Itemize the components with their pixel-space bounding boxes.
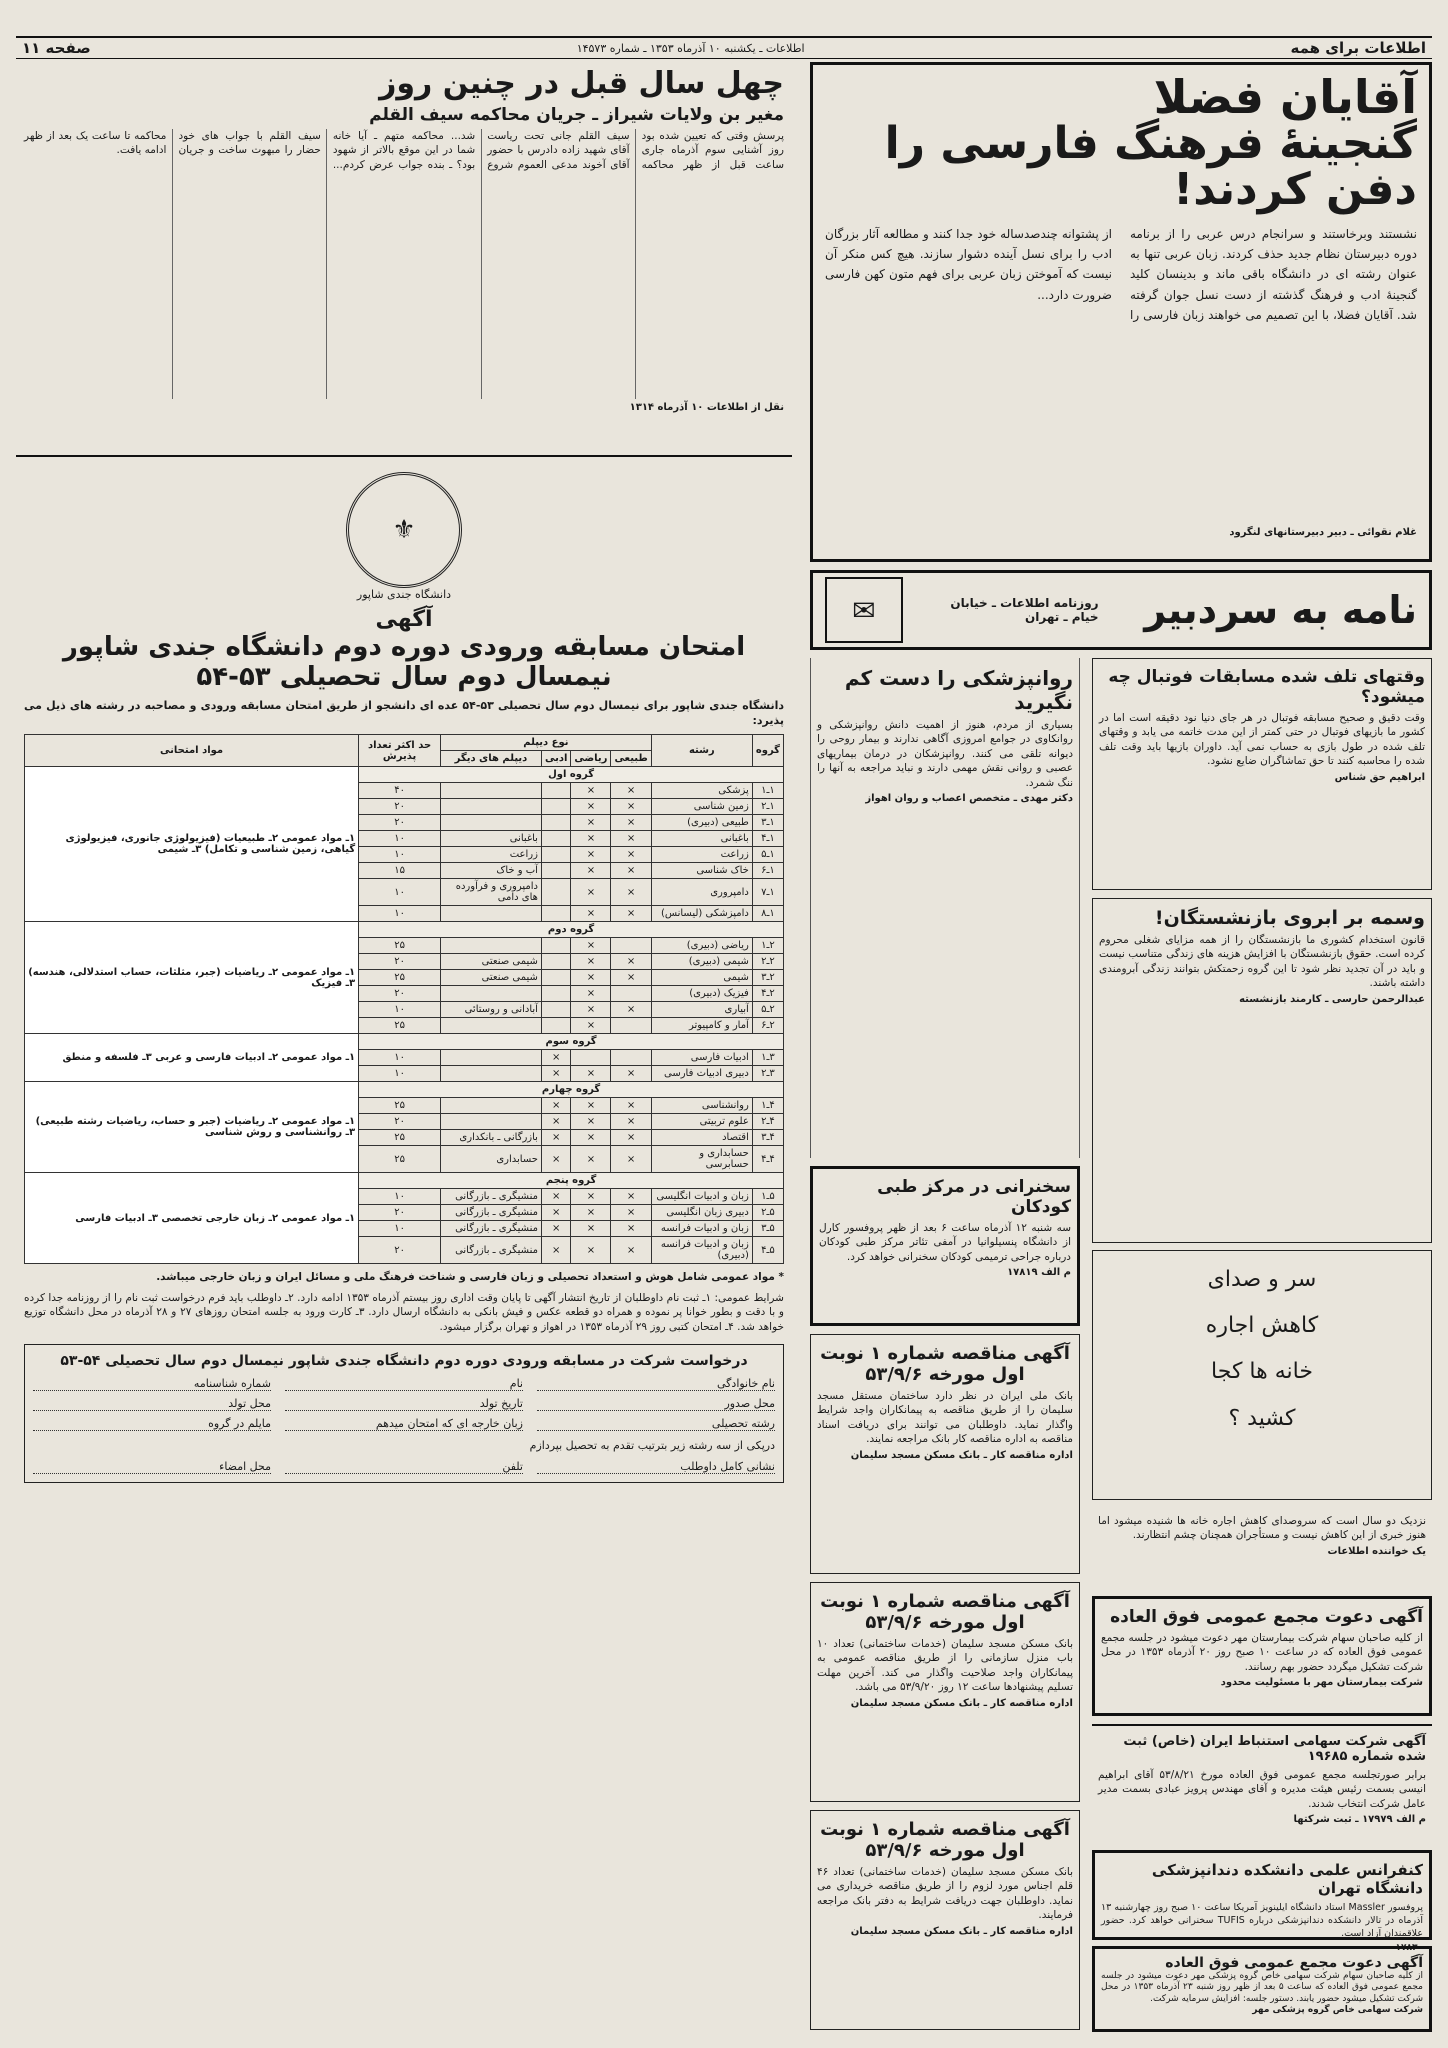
exam-cell-code: ۵ـ۴ — [752, 1237, 783, 1264]
exam-cell-n: ۱۰ — [359, 1050, 441, 1066]
exam-cell-t — [611, 938, 651, 954]
lecture-title: سخنرانی در مرکز طبی کودکان — [877, 1177, 1071, 1217]
exam-cell-a — [541, 799, 570, 815]
letter-body: بسیاری از مردم، هنوز از اهمیت دانش روانپزشکی و روانکاوی در جوامع امروزی آگاهی ندارند و بیمار روحی را دیوانه تلقی می کنند. روانپزشکان در درمان بیماریهای عصبی و روانی نقش مهمی دارند و نباید مراجعه به آنها را ننگ شمرد. — [817, 719, 1073, 789]
poem-box — [1092, 1250, 1432, 1500]
exam-cell-name: فیزیک (دبیری) — [651, 986, 752, 1002]
th-diploma-type: نوع دیپلم — [441, 735, 652, 751]
exam-cell-r: × — [571, 1098, 611, 1114]
form-field-group[interactable]: مایلم در گروه — [33, 1417, 271, 1431]
exam-cell-n: ۱۰ — [359, 1002, 441, 1018]
exam-cell-r: × — [571, 906, 611, 922]
exam-cell-code: ۱ـ۶ — [752, 863, 783, 879]
form-field-signature[interactable]: محل امضاء — [33, 1460, 271, 1474]
assembly-sign: شرکت سهامی خاص گروه پزشکی مهر — [1252, 2004, 1423, 2015]
exam-group-row — [25, 1173, 784, 1189]
th-other: دیپلم های دیگر — [441, 751, 542, 767]
tender-sign: اداره مناقصه کار ـ بانک مسکن مسجد سلیمان — [850, 1925, 1073, 1937]
letter-signature: دکتر مهدی ـ متخصص اعصاب و روان اهواز — [865, 793, 1073, 805]
exam-cell-code: ۴ـ۴ — [752, 1146, 783, 1173]
seal-caption: دانشگاه جندی شاپور — [356, 588, 452, 601]
assembly-body: از کلیه صاحبان سهام شرکت سهامی خاص گروه پزشکی مهر دعوت میشود در جلسه مجمع عمومی فوق العاده که ساعت ۵ بعد از ظهر روز شنبه ۲۳ آذرماه ۱۳۵۳ در محل شرکت تشکیل میشود حضور یابند. دستور جلسه: افزایش سرمایه شرکت. — [1101, 1971, 1423, 2004]
exam-cell-name: دامپزشکی (لیسانس) — [651, 906, 752, 922]
letter-body: وقت دقیق و صحیح مسابقه فوتبال در هر جای دنیا نود دقیقه است اما در کشور ما بازیهای فوتبال در حتی کمتر از این مدت خاتمه می یابد و وقتهای تلف شده در طول بازی به حساب نمی آید. داوران بازیها باید وقت تلف شده را محاسبه کنند تا حق تماشاگران ضایع نشود. — [1099, 712, 1425, 768]
exam-cell-r: × — [571, 1221, 611, 1237]
th-literary: ادبی — [541, 751, 570, 767]
history-article — [16, 62, 792, 457]
exam-cell-r: × — [571, 1189, 611, 1205]
exam-cell-code: ۲ـ۳ — [752, 970, 783, 986]
exam-cell-n: ۲۵ — [359, 1018, 441, 1034]
exam-group-row — [25, 1034, 784, 1050]
exam-cell-code: ۴ـ۳ — [752, 1130, 783, 1146]
exam-cell-a — [541, 1018, 570, 1034]
exam-cell-name: زمین شناسی — [651, 799, 752, 815]
exam-cell-r: × — [571, 954, 611, 970]
exam-cell-name: حسابداری و حسابرسی — [651, 1146, 752, 1173]
exam-group-subjects: ۱ـ مواد عمومی ۲ـ ریاضیات (جبر، مثلثات، حساب استدلالی، هندسه) ۳ـ فیزیک — [25, 922, 359, 1034]
exam-cell-n: ۱۰ — [359, 879, 441, 906]
form-field-issue-place[interactable]: محل صدور — [537, 1397, 775, 1411]
form-field-birth-date[interactable]: تاریخ تولد — [285, 1397, 523, 1411]
exam-cell-t: × — [611, 831, 651, 847]
exam-cell-code: ۳ـ۱ — [752, 1050, 783, 1066]
exam-cell-a: × — [541, 1114, 570, 1130]
lead-article — [810, 62, 1432, 562]
exam-cell-t: × — [611, 1066, 651, 1082]
exam-cell-r: × — [571, 799, 611, 815]
tender-title: آگهی مناقصه شماره ۱ نوبت اول مورخه ۵۳/۹/۶ — [820, 1819, 1070, 1861]
exam-cell-n: ۲۰ — [359, 954, 441, 970]
exam-cell-a — [541, 938, 570, 954]
exam-cell-r: × — [571, 1114, 611, 1130]
exam-cell-o — [441, 1066, 542, 1082]
history-title: چهل سال قبل در چنین روز — [379, 66, 784, 101]
exam-cell-name: روانشناسی — [651, 1098, 752, 1114]
lecture-box — [810, 1166, 1080, 1326]
exam-cell-a — [541, 986, 570, 1002]
exam-cell-n: ۲۰ — [359, 799, 441, 815]
exam-cell-t: × — [611, 1205, 651, 1221]
editor-title: نامه به سردبیر — [1144, 588, 1417, 632]
exam-cell-name: اقتصاد — [651, 1130, 752, 1146]
exam-cell-t: × — [611, 815, 651, 831]
exam-cell-name: زبان و ادبیات فرانسه (دبیری) — [651, 1237, 752, 1264]
lead-signature: غلام نقوائی ـ دبیر دبیرستانهای لنگرود — [1229, 526, 1417, 538]
exam-cell-r: × — [571, 1146, 611, 1173]
exam-cell-code: ۲ـ۱ — [752, 938, 783, 954]
exam-cell-r: × — [571, 1237, 611, 1264]
letter-title: روانپزشکی را دست کم نگیرید — [844, 666, 1073, 714]
form-footer — [33, 1460, 775, 1474]
tender-2 — [810, 1582, 1080, 1802]
tender-3 — [810, 1810, 1080, 2030]
lead-kicker: آقایان فضلا — [1153, 70, 1417, 124]
assembly-body: از کلیه صاحبان سهام شرکت بیمارستان مهر دعوت میشود در جلسه مجمع عمومی فوق العاده که در ساعت ۱۰ صبح روز ۲۰ آذرماه ۱۳۵۳ در محل شرکت تشکیل میگردد حضور بهم رسانند. — [1101, 1632, 1423, 1673]
company-notice — [1092, 1724, 1432, 1844]
exam-group-label: گروه اول — [359, 767, 784, 783]
exam-cell-t: × — [611, 954, 651, 970]
form-field-name[interactable]: نام — [285, 1377, 523, 1391]
exam-cell-code: ۴ـ۱ — [752, 1098, 783, 1114]
exam-cell-o — [441, 1098, 542, 1114]
exam-cell-r: × — [571, 783, 611, 799]
exam-cell-t: × — [611, 799, 651, 815]
tender-body: بانک ملی ایران در نظر دارد ساختمان مستقل مسجد سلیمان را از طریق مناقصه به پیمانکاران واجد شرایط واگذار نماید. داوطلبان می توانند برای دریافت اسناد مناقصه به اداره مناقصه کار بانک مراجعه نمایند. — [817, 1390, 1073, 1446]
form-field-birth-place[interactable]: محل تولد — [33, 1397, 271, 1411]
exam-cell-a: × — [541, 1066, 570, 1082]
exam-cell-n: ۱۰ — [359, 1066, 441, 1082]
exam-cell-code: ۱ـ۳ — [752, 815, 783, 831]
exam-cell-o: منشیگری ـ بازرگانی — [441, 1237, 542, 1264]
exam-group-label: گروه دوم — [359, 922, 784, 938]
exam-cell-r: × — [571, 879, 611, 906]
exam-cell-n: ۲۰ — [359, 1237, 441, 1264]
exam-cell-name: آبیاری — [651, 1002, 752, 1018]
exam-group-subjects: ۱ـ مواد عمومی ۲ـ طبیعیات (فیزیولوژی جانوری، فیزیولوژی گیاهی، زمین شناسی و تکامل) ۳ـ شیمی — [25, 767, 359, 922]
th-field: رشته — [651, 735, 752, 767]
exam-cell-n: ۲۵ — [359, 1130, 441, 1146]
lecture-ref: م الف ۱۷۸۱۹ — [1007, 1267, 1071, 1279]
letter-title: وسمه بر ابروی بازنشستگان! — [1154, 907, 1425, 929]
exam-cell-o — [441, 938, 542, 954]
exam-cell-o: شیمی صنعتی — [441, 954, 542, 970]
poem-body: نزدیک دو سال است که سروصدای کاهش اجاره خانه ها شنیده میشود اما هنوز خبری از این کاهش نیست و مستأجران همچنان چشم انتظارند. — [1098, 1515, 1426, 1542]
exam-cell-code: ۵ـ۱ — [752, 1189, 783, 1205]
exam-group-subjects: ۱ـ مواد عمومی ۲ـ زبان خارجی تخصصی ۳ـ ادبیات فارسی — [25, 1173, 359, 1264]
letter-signature: عبدالرحمن حارسی ـ کارمند بازنشسته — [1239, 993, 1425, 1005]
exam-cell-a — [541, 815, 570, 831]
exam-cell-t: × — [611, 1221, 651, 1237]
exam-cell-name: شیمی — [651, 970, 752, 986]
exam-cell-code: ۱ـ۱ — [752, 783, 783, 799]
university-seal-icon: ⚜ — [346, 472, 462, 588]
exam-table — [24, 734, 784, 1264]
tender-title: آگهی مناقصه شماره ۱ نوبت اول مورخه ۵۳/۹/۶ — [820, 1591, 1070, 1633]
exam-cell-t: × — [611, 1146, 651, 1173]
notice-body: برابر صورتجلسه مجمع عمومی فوق العاده مورخ ۵۳/۸/۲۱ آقای ابراهیم انیسی بسمت رئیس هیئت مدیره و آقای مهندس پرویز عبادی بسمت مدیر عامل شرکت انتخاب شدند. — [1098, 1769, 1426, 1810]
poem-line: خانه ها کجا — [1211, 1359, 1313, 1385]
poem-body-box — [1092, 1508, 1432, 1588]
exam-cell-n: ۴۰ — [359, 783, 441, 799]
history-subtitle: مغیر بن ولایات شیراز ـ جریان محاکمه سیف القلم — [369, 105, 784, 125]
exam-cell-t — [611, 1050, 651, 1066]
exam-cell-o: منشیگری ـ بازرگانی — [441, 1221, 542, 1237]
exam-cell-r: × — [571, 1002, 611, 1018]
exam-conditions: شرایط عمومی: ۱ـ ثبت نام داوطلبان از تاریخ انتشار آگهی تا پایان وقت اداری روز بیستم آذرماه ۱۳۵۳ ادامه دارد. ۲ـ داوطلب باید فرم درخواست ثبت نام را از روزنامه جدا کرده و با دقت و بطور خوانا پر نموده و همراه دو قطعه عکس و فیش بانکی به دانشگاه ارسال دارد. ۳ـ کارت ورود به جلسه امتحان روزهای ۲۷ و ۲۸ آذرماه در محل دانشگاه توزیع خواهد شد. ۴ـ امتحان کتبی روز ۲۹ آذرماه ۱۳۵۳ در اهواز و تهران برگزار میشود. — [24, 1291, 785, 1333]
exam-cell-n: ۲۰ — [359, 1205, 441, 1221]
exam-cell-o — [441, 1050, 542, 1066]
exam-notice — [16, 466, 792, 2031]
exam-cell-a — [541, 1002, 570, 1018]
exam-cell-n: ۲۰ — [359, 815, 441, 831]
form-title: درخواست شرکت در مسابقه ورودی دوره دوم دانشگاه جندی شاپور نیمسال دوم سال تحصیلی ۵۴-۵۳ — [60, 1353, 748, 1370]
exam-group-row — [25, 922, 784, 938]
exam-cell-code: ۵ـ۳ — [752, 1221, 783, 1237]
exam-cell-a — [541, 847, 570, 863]
exam-cell-r: × — [571, 970, 611, 986]
exam-application-form — [24, 1344, 784, 1483]
letter-body: قانون استخدام کشوری ما بازنشستگان را از همه مزایای شغلی محروم کرده است. حقوق بازنشستگان با افزایش هزینه های زندگی متناسب نیست و باید در آن تجدید نظر شود تا این گروه زحمتکش بتوانند زندگی آبرومندی داشته باشند. — [1099, 934, 1425, 990]
exam-cell-name: علوم تربیتی — [651, 1114, 752, 1130]
exam-cell-t: × — [611, 1098, 651, 1114]
history-note: نقل از اطلاعات ۱۰ آذرماه ۱۳۱۴ — [629, 402, 784, 413]
letter-title: وقتهای تلف شده مسابقات فوتبال چه میشود؟ — [1108, 667, 1425, 707]
exam-cell-name: آمار و کامپیوتر — [651, 1018, 752, 1034]
exam-cell-o: دامپروری و فرآورده های دامی — [441, 879, 542, 906]
exam-cell-n: ۲۰ — [359, 1114, 441, 1130]
exam-cell-code: ۱ـ۷ — [752, 879, 783, 906]
exam-cell-t: × — [611, 970, 651, 986]
exam-group-label: گروه سوم — [359, 1034, 784, 1050]
exam-cell-name: دامپروری — [651, 879, 752, 906]
tender-1 — [810, 1334, 1080, 1574]
exam-cell-t: × — [611, 1002, 651, 1018]
exam-cell-o: آب و خاک — [441, 863, 542, 879]
exam-cell-o — [441, 783, 542, 799]
exam-cell-name: دبیری زبان انگلیسی — [651, 1205, 752, 1221]
conference-title: کنفرانس علمی دانشکده دندانپزشکی دانشگاه تهران — [1151, 1861, 1423, 1897]
assembly-sign: شرکت بیمارستان مهر با مسئولیت محدود — [1220, 1677, 1423, 1689]
lead-body: نشستند وبرخاستند و سرانجام درس عربی را از برنامه دوره دبیرستان نظام جدید حذف کردند. زبان عربی تنها به عنوان رشته ای در دانشگاه باقی ماند و بدینسان کلید گنجینۀ ادب و فرهنگ گذشته از دست نسل جوان گرفته شد. آقایان فضلا، با این تصمیم می خواهند زبان فارسی را از پشتوانه چندصدساله خود جدا کنند و مطالعه آثار بزرگان ادب را برای نسل آینده دشوار سازند. هیچ کس منکر آن نیست که آموختن زبان عربی برای فهم متون کهن فارسی ضرورت دارد... — [825, 226, 1417, 323]
editor-banner — [810, 570, 1432, 650]
exam-group-subjects: ۱ـ مواد عمومی ۲ـ ریاضیات (جبر و حساب، ریاضیات رشته طبیعی) ۳ـ روانشناسی و روش شناسی — [25, 1082, 359, 1173]
exam-cell-n: ۲۵ — [359, 1098, 441, 1114]
lead-headline: گنجینۀ فرهنگ فارسی را دفن کردند! — [884, 118, 1417, 216]
exam-cell-t: × — [611, 1237, 651, 1264]
th-group: گروه — [752, 735, 783, 767]
exam-cell-o — [441, 1018, 542, 1034]
exam-cell-r: × — [571, 938, 611, 954]
conference-notice — [1092, 1850, 1432, 1954]
exam-cell-code: ۲ـ۲ — [752, 954, 783, 970]
th-natural: طبیعی — [611, 751, 651, 767]
exam-cell-r — [571, 1050, 611, 1066]
exam-group-row — [25, 1082, 784, 1098]
exam-footnote: * مواد عمومی شامل هوش و استعداد تحصیلی و زبان فارسی و شناخت فرهنگ ملی و مسائل ایران و زبان خارجی میباشد. — [156, 1271, 784, 1284]
exam-cell-r: × — [571, 863, 611, 879]
exam-cell-a — [541, 879, 570, 906]
exam-cell-t: × — [611, 1114, 651, 1130]
exam-cell-o — [441, 815, 542, 831]
exam-cell-name: دبیری ادبیات فارسی — [651, 1066, 752, 1082]
exam-cell-t — [611, 986, 651, 1002]
exam-cell-name: شیمی (دبیری) — [651, 954, 752, 970]
notice-title: آگهی شرکت سهامی استنباط ایران (خاص) ثبت شده شماره ۱۹۶۸۵ — [1123, 1734, 1426, 1764]
exam-cell-code: ۴ـ۲ — [752, 1114, 783, 1130]
stamp-icon: ✉ — [825, 577, 903, 643]
exam-cell-o: زراعت — [441, 847, 542, 863]
exam-cell-code: ۲ـ۵ — [752, 1002, 783, 1018]
masthead-brand: اطلاعات برای همه — [1290, 39, 1426, 57]
conference-ref: ۱۷۸۳۰ — [1395, 1943, 1423, 1954]
th-math: ریاضی — [571, 751, 611, 767]
exam-cell-o: منشیگری ـ بازرگانی — [441, 1189, 542, 1205]
exam-cell-a: × — [541, 1130, 570, 1146]
exam-cell-a: × — [541, 1050, 570, 1066]
masthead — [16, 36, 1432, 59]
exam-cell-name: زراعت — [651, 847, 752, 863]
exam-cell-a: × — [541, 1189, 570, 1205]
tender-sign: اداره مناقصه کار ـ بانک مسکن مسجد سلیمان — [850, 1449, 1073, 1461]
poem-signer: یک خواننده اطلاعات — [1327, 1545, 1426, 1557]
exam-cell-t: × — [611, 906, 651, 922]
masthead-info: اطلاعات ـ یکشنبه ۱۰ آذرماه ۱۳۵۳ ـ شماره ۱۴۵۷۳ — [576, 41, 805, 55]
exam-cell-n: ۲۵ — [359, 970, 441, 986]
letter-signature: ابراهیم حق شناس — [1334, 771, 1425, 783]
exam-cell-o — [441, 906, 542, 922]
form-field-address[interactable]: نشانی کامل داوطلب — [537, 1460, 775, 1474]
exam-cell-n: ۱۰ — [359, 906, 441, 922]
exam-cell-n: ۲۰ — [359, 986, 441, 1002]
exam-cell-r: × — [571, 1130, 611, 1146]
letter-football — [1092, 658, 1432, 890]
assembly-title: آگهی دعوت مجمع عمومی فوق العاده — [1165, 1955, 1423, 1971]
exam-cell-code: ۲ـ۶ — [752, 1018, 783, 1034]
letter-psychiatry — [810, 658, 1080, 1158]
exam-cell-o — [441, 1114, 542, 1130]
assembly-notice-2 — [1092, 1946, 1432, 2032]
exam-group-row — [25, 767, 784, 783]
editor-newspaper: روزنامه اطلاعات ـ خیابان خیام ـ تهران — [950, 596, 1099, 624]
exam-cell-t: × — [611, 879, 651, 906]
form-field-family[interactable]: نام خانوادگی — [537, 1377, 775, 1391]
exam-cell-code: ۳ـ۲ — [752, 1066, 783, 1082]
letter-retirees — [1092, 898, 1432, 1243]
th-capacity: حد اکثر تعداد پذیرش — [359, 735, 441, 767]
exam-cell-n: ۱۵ — [359, 863, 441, 879]
exam-cell-r: × — [571, 986, 611, 1002]
form-field-language[interactable]: زبان خارجه ای که امتحان میدهم — [285, 1417, 523, 1431]
th-subjects: مواد امتحانی — [25, 735, 359, 767]
exam-cell-name: زبان و ادبیات انگلیسی — [651, 1189, 752, 1205]
exam-cell-a: × — [541, 1098, 570, 1114]
exam-cell-n: ۱۰ — [359, 847, 441, 863]
exam-cell-r: × — [571, 1066, 611, 1082]
exam-cell-code: ۱ـ۵ — [752, 847, 783, 863]
exam-cell-name: خاک شناسی — [651, 863, 752, 879]
exam-cell-code: ۱ـ۸ — [752, 906, 783, 922]
exam-cell-name: زبان و ادبیات فرانسه — [651, 1221, 752, 1237]
tender-sign: اداره مناقصه کار ـ بانک مسکن مسجد سلیمان — [850, 1697, 1073, 1709]
poem-line: کاهش اجاره — [1205, 1313, 1319, 1339]
exam-cell-t: × — [611, 1130, 651, 1146]
exam-cell-o: آبادانی و روستائی — [441, 1002, 542, 1018]
exam-cell-t — [611, 1018, 651, 1034]
poem-title: سر و صدای — [1207, 1267, 1317, 1292]
exam-group-label: گروه چهارم — [359, 1082, 784, 1098]
exam-cell-name: ریاضی (دبیری) — [651, 938, 752, 954]
exam-cell-n: ۱۰ — [359, 1221, 441, 1237]
exam-ad-label: آگهی — [375, 607, 433, 632]
masthead-page-label: صفحه ۱۱ — [22, 39, 91, 57]
exam-cell-name: ادبیات فارسی — [651, 1050, 752, 1066]
notice-ref: م الف ۱۷۹۷۹ ـ ثبت شرکتها — [1293, 1814, 1426, 1826]
exam-group-label: گروه پنجم — [359, 1173, 784, 1189]
exam-cell-a — [541, 863, 570, 879]
exam-cell-a — [541, 906, 570, 922]
exam-cell-t: × — [611, 863, 651, 879]
form-order-note: درپکی از سه رشته زیر بترتیب تقدم به تحصیل بپردازم — [529, 1439, 775, 1453]
exam-cell-n: ۱۰ — [359, 831, 441, 847]
exam-cell-name: طبیعی (دبیری) — [651, 815, 752, 831]
exam-cell-r: × — [571, 1205, 611, 1221]
exam-cell-o: شیمی صنعتی — [441, 970, 542, 986]
exam-intro: دانشگاه جندی شاپور برای نیمسال دوم سال تحصیلی ۵۳-۵۴ عده ای دانشجو از طریق امتحان مسابقه ورودی و مصاحبه در رشته های ذیل می پذیرد: — [24, 699, 785, 728]
assembly-notice-1 — [1092, 1596, 1432, 1716]
exam-cell-a — [541, 831, 570, 847]
exam-cell-name: پزشکی — [651, 783, 752, 799]
exam-cell-o — [441, 986, 542, 1002]
exam-table-body — [25, 767, 784, 1264]
exam-cell-name: باغبانی — [651, 831, 752, 847]
exam-cell-a: × — [541, 1205, 570, 1221]
exam-cell-a — [541, 970, 570, 986]
exam-cell-a: × — [541, 1237, 570, 1264]
exam-cell-code: ۲ـ۴ — [752, 986, 783, 1002]
form-field-phone[interactable]: تلفن — [285, 1460, 523, 1474]
exam-title: امتحان مسابقه ورودی دوره دوم دانشگاه جندی شاپور — [62, 632, 746, 662]
exam-cell-o: منشیگری ـ بازرگانی — [441, 1205, 542, 1221]
exam-cell-n: ۲۵ — [359, 1146, 441, 1173]
exam-cell-t: × — [611, 783, 651, 799]
tender-title: آگهی مناقصه شماره ۱ نوبت اول مورخه ۵۳/۹/۶ — [820, 1343, 1070, 1385]
assembly-title: آگهی دعوت مجمع عمومی فوق العاده — [1110, 1607, 1423, 1627]
exam-cell-r: × — [571, 831, 611, 847]
exam-cell-code: ۱ـ۲ — [752, 799, 783, 815]
exam-group-subjects: ۱ـ مواد عمومی ۲ـ ادبیات فارسی و عربی ۳ـ فلسفه و منطق — [25, 1034, 359, 1082]
exam-subtitle: نیمسال دوم سال تحصیلی ۵۳-۵۴ — [196, 662, 612, 692]
form-field-id[interactable]: شماره شناسنامه — [33, 1377, 271, 1391]
exam-cell-t: × — [611, 1189, 651, 1205]
exam-cell-o: حسابداری — [441, 1146, 542, 1173]
lecture-body: سه شنبه ۱۲ آذرماه ساعت ۶ بعد از ظهر پروفسور کارل از دانشگاه پنسیلوانیا در آمفی تئاتر مرکز طبی کودکان درباره جراحی ترمیمی کودکان سخنرانی خواهد کرد. — [819, 1222, 1071, 1263]
exam-cell-n: ۱۰ — [359, 1189, 441, 1205]
tender-body: بانک مسکن مسجد سلیمان (خدمات ساختمانی) تعداد ۱۰ باب منزل سازمانی را از طریق مناقصه عمومی به پیمانکاران واجد صلاحیت واگذار می کند. آخرین مهلت تسلیم پیشنهادها ساعت ۱۲ روز ۵۳/۹/۲۰ می باشد. — [817, 1638, 1073, 1694]
exam-cell-o — [441, 799, 542, 815]
tender-body: بانک مسکن مسجد سلیمان (خدمات ساختمانی) تعداد ۴۶ قلم اجناس مورد لزوم را از طریق مناقصه خریداری می نماید. داوطلبان جهت دریافت شرایط به دفتر بانک مراجعه فرمایند. — [817, 1866, 1073, 1922]
history-body: پرسش وقتی که تعیین شده بود روز آشنایی سوم آذرماه جاری ساعت قبل از ظهر محاکمه سیف القلم جانی تحت ریاست آقای شهید زاده دادرس با حضور آقای آخوند مدعی العموم شروع شد... محاکمه متهم ـ آیا خانه شما در این موقع بالاتر از شهود بود؟ ـ بنده جواب عرض کردم... سیف القلم با جواب های خود حضار را مبهوت ساخت و جریان محاکمه تا ساعت یک بعد از ظهر ادامه یافت. — [24, 130, 784, 171]
form-fields — [33, 1377, 775, 1431]
exam-cell-a — [541, 783, 570, 799]
exam-cell-n: ۲۵ — [359, 938, 441, 954]
exam-cell-code: ۱ـ۴ — [752, 831, 783, 847]
poem-line: کشید ؟ — [1228, 1405, 1296, 1431]
exam-cell-r: × — [571, 1018, 611, 1034]
exam-cell-t: × — [611, 847, 651, 863]
exam-cell-a: × — [541, 1221, 570, 1237]
exam-cell-a: × — [541, 1146, 570, 1173]
exam-cell-r: × — [571, 815, 611, 831]
exam-cell-o: بازرگانی ـ بانکداری — [441, 1130, 542, 1146]
exam-cell-a — [541, 954, 570, 970]
exam-cell-code: ۵ـ۲ — [752, 1205, 783, 1221]
conference-body: پروفسور Massler استاد دانشگاه ایلینویز آمریکا ساعت ۱۰ صبح روز چهارشنبه ۱۳ آذرماه در تالار دانشکده دندانپزشکی درباره TUFIS سخنرانی خواهد کرد. حضور علاقمندان آزاد است. — [1101, 1902, 1423, 1940]
exam-cell-r: × — [571, 847, 611, 863]
form-field-study-field[interactable]: رشته تحصیلی — [537, 1417, 775, 1431]
exam-cell-o: باغبانی — [441, 831, 542, 847]
